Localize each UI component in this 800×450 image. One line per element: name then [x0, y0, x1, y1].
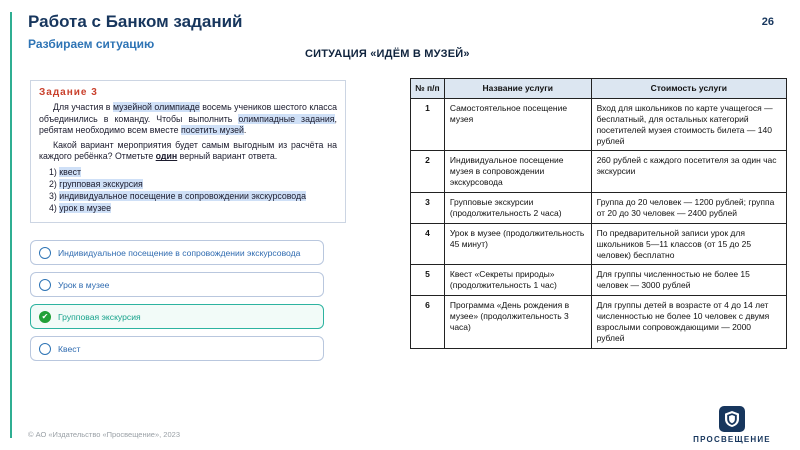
- column-header-number: № п/п: [411, 79, 445, 99]
- column-header-service: Название услуги: [444, 79, 591, 99]
- service-cost: 260 рублей с каждого посетителя за один час экскурсии: [591, 151, 786, 193]
- row-number: 2: [411, 151, 445, 193]
- answer-option-label: Групповая экскурсия: [58, 311, 141, 322]
- service-cost: Для группы численностью не более 15 человек — 3000 рублей: [591, 265, 786, 296]
- shield-logo-icon: [719, 406, 745, 432]
- page-number: 26: [761, 16, 774, 28]
- table-row: [411, 296, 787, 349]
- text-segment: Какой вариант мероприятия будет самым выгодным из расчёта на каждого ребёнка? Отметьте: [39, 139, 337, 162]
- answer-option-group-excursion[interactable]: [30, 304, 324, 329]
- emphasized-word: один: [155, 151, 178, 162]
- highlighted-text: музейной олимпиаде: [112, 102, 200, 112]
- publisher-logo: [682, 406, 782, 444]
- list-item-number: 2): [49, 178, 57, 189]
- service-name: Групповые экскурсии (продолжительность 2 часа): [444, 193, 591, 224]
- row-number: 1: [411, 98, 445, 151]
- service-cost: Вход для школьников по карте учащегося — бесплатный, для остальных категорий посетителей музея стоимость билета — 140 рублей: [591, 98, 786, 151]
- list-item-text: квест: [59, 167, 82, 178]
- publisher-logo-text: ПРОСВЕЩЕНИЕ: [693, 435, 771, 444]
- task-label: Задание 3: [39, 87, 98, 98]
- table-row: [411, 151, 787, 193]
- radio-selected-icon[interactable]: ✔: [39, 311, 51, 323]
- list-item-number: 3): [49, 190, 57, 201]
- page-title: Работа с Банком заданий: [28, 12, 243, 31]
- row-number: 6: [411, 296, 445, 349]
- row-number: 4: [411, 223, 445, 265]
- radio-unselected-icon[interactable]: [39, 247, 51, 259]
- answer-option-label: Индивидуальное посещение в сопровождении экскурсовода: [58, 247, 301, 258]
- service-name: Самостоятельное посещение музея: [444, 98, 591, 151]
- answer-option-individual-visit[interactable]: [30, 240, 324, 265]
- service-name: Квест «Секреты природы» (продолжительность 1 час): [444, 265, 591, 296]
- table-row: [411, 98, 787, 151]
- service-cost: Группа до 20 человек — 1200 рублей; группа от 20 до 30 человек — 2400 рублей: [591, 193, 786, 224]
- answer-option-museum-lesson[interactable]: [30, 272, 324, 297]
- left-accent-line: [10, 12, 12, 438]
- list-item: [49, 203, 337, 215]
- service-name: Урок в музее (продолжительность 45 минут): [444, 223, 591, 265]
- highlighted-text: олимпиадные задания: [238, 113, 335, 124]
- list-item: [49, 191, 337, 203]
- situation-title: СИТУАЦИЯ «ИДЁМ В МУЗЕЙ»: [305, 48, 470, 60]
- page-subtitle: Разбираем ситуацию: [28, 37, 155, 51]
- task-paragraph-1: [39, 102, 337, 137]
- answer-option-quest[interactable]: [30, 336, 324, 361]
- answer-options: [30, 240, 330, 368]
- services-price-table: [410, 78, 787, 349]
- table-row: [411, 265, 787, 296]
- text-segment: Для участия в: [53, 102, 113, 112]
- row-number: 5: [411, 265, 445, 296]
- answer-option-label: Квест: [58, 343, 81, 354]
- list-item-text: индивидуальное посещение в сопровождении экскурсовода: [59, 190, 307, 201]
- radio-unselected-icon[interactable]: [39, 343, 51, 355]
- text-segment: , ребятам необходимо всем вместе: [39, 113, 337, 136]
- service-cost: Для группы детей в возрасте от 4 до 14 лет численностью не более 10 человек с двумя взрослыми сопровождающими — 2000 рублей: [591, 296, 786, 349]
- service-cost: По предварительной записи урок для школьников 5—11 классов (от 15 до 25 человек) бесплатно: [591, 223, 786, 265]
- text-segment: восемь учеников шестого класса объединились в команду. Чтобы выполнить: [39, 102, 337, 124]
- table-row: [411, 223, 787, 265]
- answer-variant-list: [39, 167, 337, 215]
- list-item-text: урок в музее: [59, 202, 112, 213]
- list-item-number: 4): [49, 202, 57, 213]
- table-row: [411, 193, 787, 224]
- text-segment: .: [243, 125, 247, 136]
- row-number: 3: [411, 193, 445, 224]
- list-item: [49, 179, 337, 191]
- table-header-row: [411, 79, 787, 99]
- list-item-text: групповая экскурсия: [59, 178, 143, 189]
- radio-unselected-icon[interactable]: [39, 279, 51, 291]
- answer-option-label: Урок в музее: [58, 279, 110, 290]
- task-box: [30, 80, 346, 223]
- highlighted-text: посетить музей: [180, 125, 244, 136]
- list-item: [49, 167, 337, 179]
- list-item-number: 1): [49, 167, 57, 178]
- text-segment: верный вариант ответа.: [177, 151, 278, 162]
- service-name: Программа «День рождения в музее» (продолжительность 3 часа): [444, 296, 591, 349]
- copyright-text: © АО «Издательство «Просвещение», 2023: [28, 430, 180, 439]
- task-paragraph-2: [39, 140, 337, 163]
- column-header-cost: Стоимость услуги: [591, 79, 786, 99]
- service-name: Индивидуальное посещение музея в сопровождении экскурсовода: [444, 151, 591, 193]
